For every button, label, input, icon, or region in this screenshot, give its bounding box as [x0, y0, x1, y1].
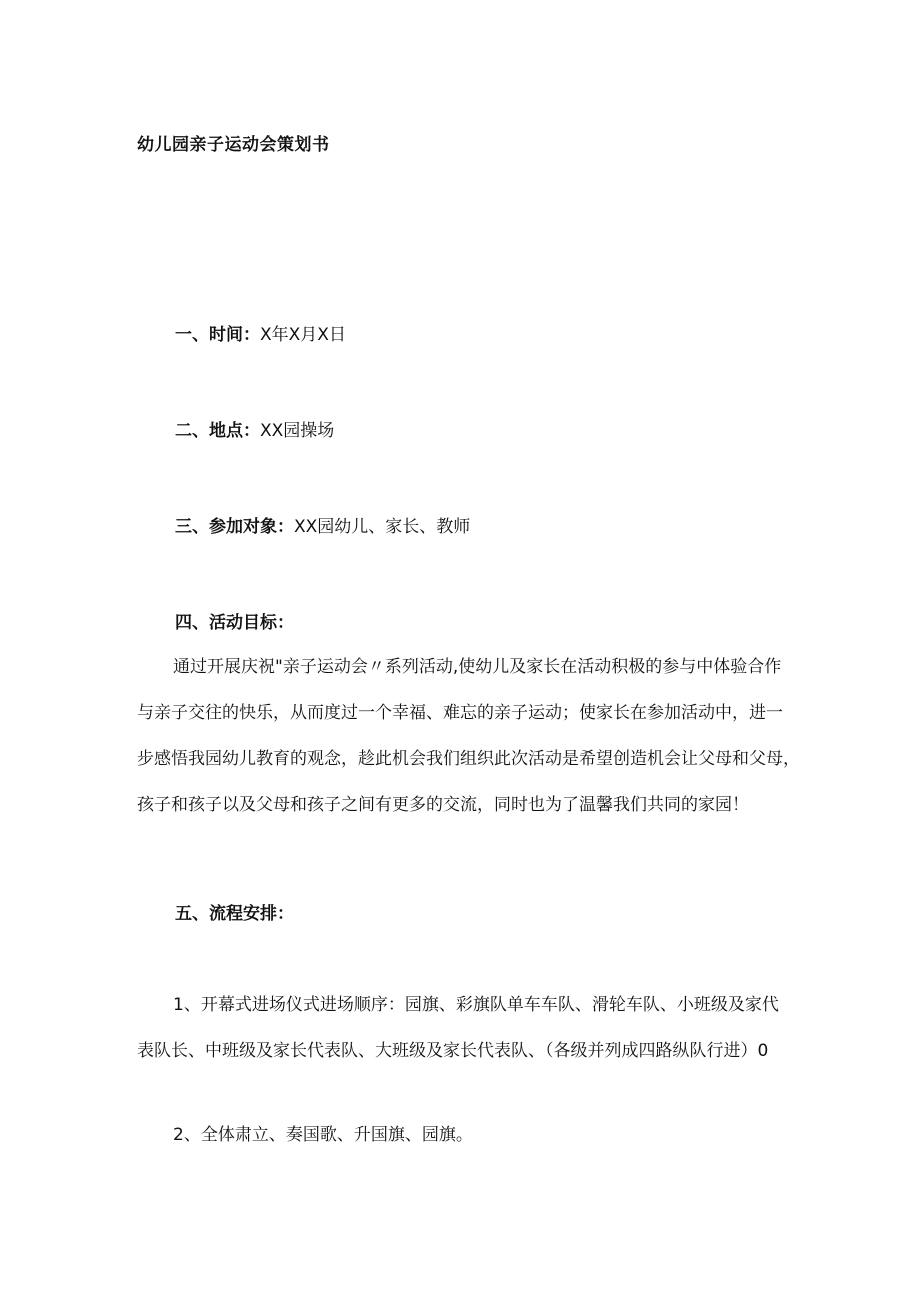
- process-step-line: 1、开幕式进场仪式进场顺序：园旗、彩旗队单车车队、滑轮车队、小班级及家代: [173, 995, 779, 1015]
- section-place: [175, 416, 334, 441]
- goals-line: 孩子和孩子以及父母和孩子之间有更多的交流，同时也为了温馨我们共同的家园！: [137, 795, 749, 815]
- section-time-value: X年X月X日: [260, 325, 346, 345]
- process-step-1: [137, 982, 779, 1074]
- section-place-label: 二、地点：: [175, 421, 260, 441]
- process-step-2: [137, 1112, 473, 1158]
- section-participants-label: 三、参加对象：: [175, 517, 294, 537]
- section-goals-label: 四、活动目标：: [175, 613, 294, 633]
- section-process: [175, 899, 294, 924]
- section-participants-value: XX园幼儿、家长、教师: [294, 517, 471, 537]
- section-time: [175, 320, 346, 345]
- process-step-line: 2、全体肃立、奏国歌、升国旗、园旗。: [173, 1125, 473, 1145]
- goals-line: 通过开展庆祝"亲子运动会〃系列活动,使幼儿及家长在活动积极的参与中体验合作: [173, 657, 782, 677]
- goals-line: 步感悟我园幼儿教育的观念，趁此机会我们组织此次活动是希望创造机会让父母和父母，: [137, 749, 800, 769]
- process-step-line: 表队长、中班级及家长代表队、大班级及家长代表队、（各级并列成四路纵队行进）0: [137, 1041, 769, 1061]
- section-goals: [175, 608, 294, 633]
- goals-paragraph: [137, 644, 800, 828]
- section-place-value: XX园操场: [260, 421, 335, 441]
- goals-line: 与亲子交往的快乐，从而度过一个幸福、难忘的亲子运动；使家长在参加活动中，进一: [137, 703, 783, 723]
- section-participants: [175, 512, 470, 537]
- section-process-label: 五、流程安排：: [175, 904, 294, 924]
- document-title: 幼儿园亲子运动会策划书: [137, 135, 330, 155]
- section-time-label: 一、时间：: [175, 325, 260, 345]
